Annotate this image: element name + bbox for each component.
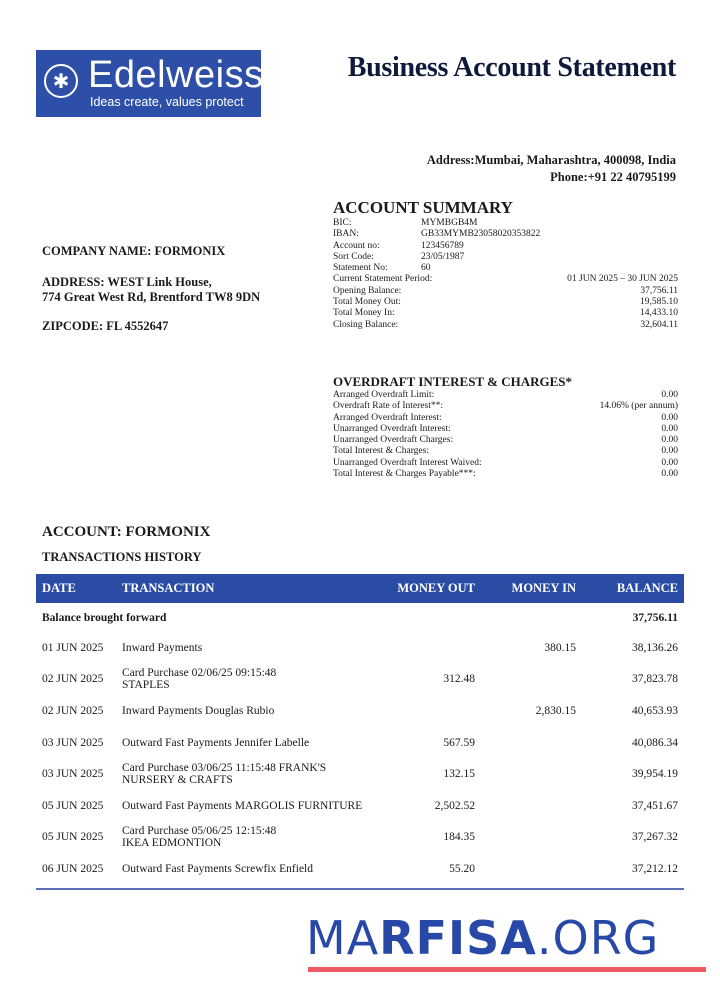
- asterisk-circle-icon: ✱: [44, 64, 78, 98]
- bank-address: Address:Mumbai, Maharashtra, 400098, India: [426, 153, 676, 167]
- overdraft-row: Overdraft Rate of Interest**: 14.06% (per annum): [333, 401, 678, 412]
- col-money-in: MONEY IN: [511, 581, 576, 595]
- table-row: 02 JUN 2025 Card Purchase 02/06/25 09:15:48 STAPLES 312.48 37,823.78: [42, 667, 678, 692]
- logo-brand: Edelweiss: [88, 54, 264, 96]
- watermark-underline: [308, 967, 706, 972]
- marfisa-watermark: MARFISA.ORG: [306, 911, 660, 965]
- transactions-heading: TRANSACTIONS HISTORY: [42, 550, 202, 564]
- col-transaction: TRANSACTION: [122, 581, 215, 595]
- page-title: Business Account Statement: [347, 52, 676, 83]
- account-heading: ACCOUNT: FORMONIX: [42, 524, 211, 540]
- col-balance: BALANCE: [616, 581, 678, 595]
- table-row: 02 JUN 2025 Inward Payments Douglas Rubio 2,830.15 40,653.93: [42, 704, 678, 717]
- overdraft-row: Total Interest & Charges Payable***: 0.00: [333, 469, 678, 480]
- edelweiss-logo: [36, 50, 264, 117]
- summary-row-statement-no: Statement No: 60: [333, 263, 431, 274]
- summary-row-account-no: Account no: 123456789: [333, 240, 464, 251]
- summary-row-iban: IBAN: GB33MYMB23058020353822: [333, 229, 541, 240]
- table-row: 03 JUN 2025 Card Purchase 03/06/25 11:15:48 FRANK'S NURSERY & CRAFTS 132.15 39,954.19: [42, 762, 678, 787]
- summary-row-money-in: Total Money In: 14,433.10: [333, 308, 678, 319]
- overdraft-row: Unarranged Overdraft Interest: 0.00: [333, 423, 678, 434]
- col-date: DATE: [42, 581, 76, 595]
- bank-address-block: [427, 152, 676, 186]
- company-address: [42, 275, 260, 305]
- table-row: 01 JUN 2025 Inward Payments 380.15 38,136.26: [42, 641, 678, 654]
- overdraft-details: [333, 390, 678, 480]
- overdraft-row: Total Interest & Charges: 0.00: [333, 446, 678, 457]
- table-bottom-divider: [36, 888, 684, 890]
- table-row: 05 JUN 2025 Outward Fast Payments MARGOLIS FURNITURE 2,502.52 37,451.67: [42, 799, 678, 812]
- overdraft-row: Unarranged Overdraft Interest Waived: 0.00: [333, 457, 678, 468]
- logo-tagline: Ideas create, values protect: [90, 95, 244, 109]
- company-zipcode: ZIPCODE: FL 4552647: [42, 319, 169, 333]
- table-row: 05 JUN 2025 Card Purchase 05/06/25 12:15:48 IKEA EDMONTION 184.35 37,267.32: [42, 825, 678, 850]
- company-address-line2: 774 Great West Rd, Brentford TW8 9DN: [42, 290, 261, 304]
- table-header: [36, 574, 684, 603]
- summary-row-bic: BIC: MYMBGB4M: [333, 218, 478, 228]
- company-address-line1: ADDRESS: WEST Link House,: [42, 275, 212, 289]
- table-row: 03 JUN 2025 Outward Fast Payments Jennifer Labelle 567.59 40,086.34: [42, 736, 678, 749]
- account-summary: [333, 218, 678, 331]
- company-name: COMPANY NAME: FORMONIX: [42, 244, 226, 258]
- transactions-table: [36, 574, 684, 885]
- overdraft-row: Unarranged Overdraft Charges: 0.00: [333, 435, 678, 446]
- account-summary-heading: ACCOUNT SUMMARY: [333, 198, 513, 217]
- summary-row-period: Current Statement Period: 01 JUN 2025 – 30 JUN 2025: [333, 274, 678, 285]
- overdraft-row: Arranged Overdraft Limit: 0.00: [333, 390, 678, 400]
- summary-row-money-out: Total Money Out: 19,585.10: [333, 297, 678, 308]
- summary-row-opening: Opening Balance: 37,756.11: [333, 285, 678, 296]
- balance-brought-forward-row: Balance brought forward 37,756.11: [42, 611, 678, 624]
- bank-phone: Phone:+91 22 40795199: [550, 170, 676, 184]
- overdraft-row: Arranged Overdraft Interest: 0.00: [333, 412, 678, 423]
- col-money-out: MONEY OUT: [397, 581, 475, 595]
- summary-row-closing: Closing Balance: 32,604.11: [333, 319, 678, 330]
- overdraft-heading: OVERDRAFT INTEREST & CHARGES*: [333, 374, 572, 389]
- table-row: 06 JUN 2025 Outward Fast Payments Screwfix Enfield 55.20 37,212.12: [42, 862, 678, 875]
- summary-row-sort-code: Sort Code: 23/05/1987: [333, 251, 465, 262]
